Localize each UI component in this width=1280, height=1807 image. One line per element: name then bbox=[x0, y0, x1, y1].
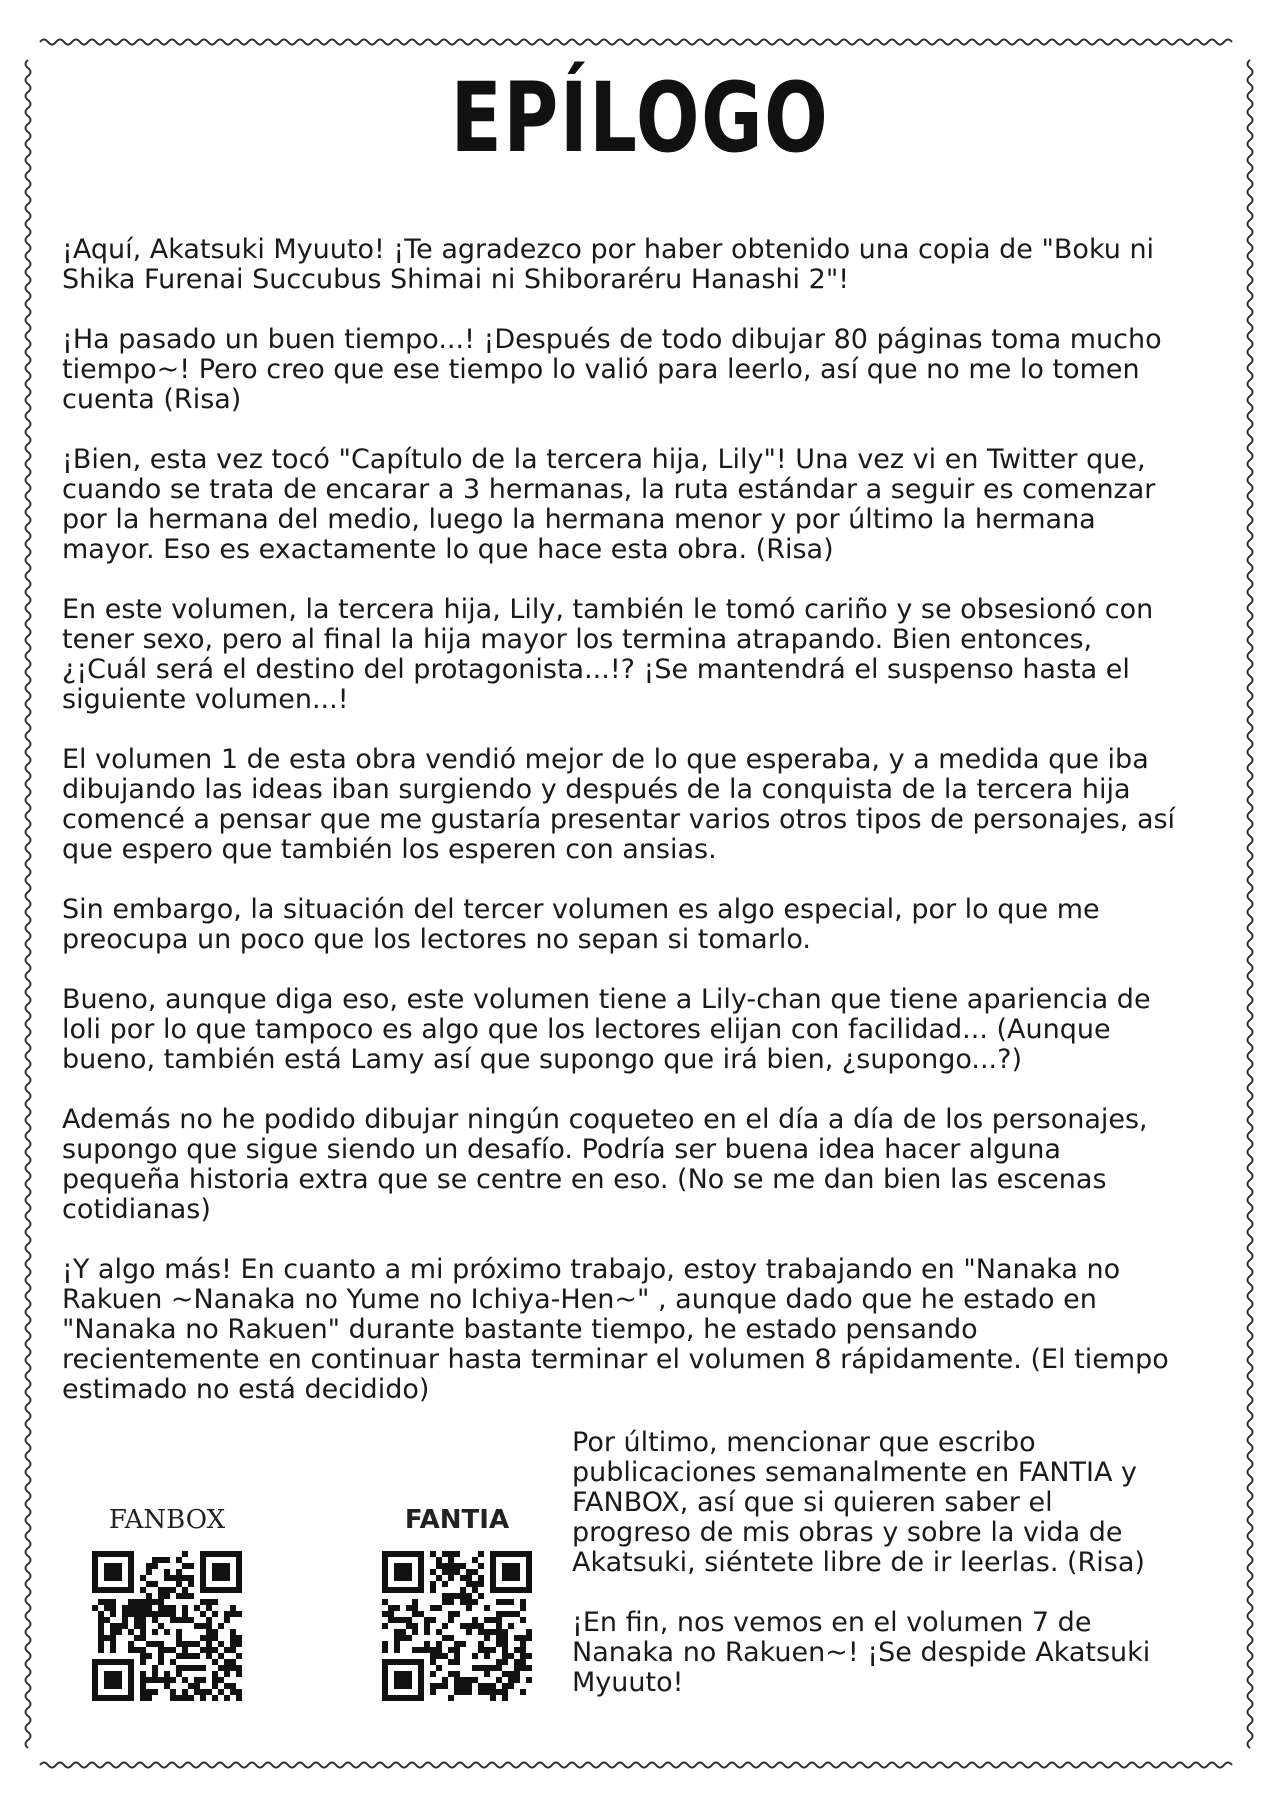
paragraph: ¡Bien, esta vez tocó "Capítulo de la tercera hija, Lily"! Una vez vi en Twitter que, cuando se trata de encarar a 3 hermanas, la ruta estándar a seguir es comenzar por la hermana del medio, luego la hermana menor y por último la hermana mayor. Eso es exactamente lo que hace esta obra. (Risa) bbox=[62, 444, 1156, 565]
paragraph: Sin embargo, la situación del tercer volumen es algo especial, por lo que me preocupa un poco que los lectores no sepan si tomarlo. bbox=[62, 894, 1100, 955]
closing-notes bbox=[572, 1428, 1172, 1728]
fanbox-label: FANBOX bbox=[108, 1505, 226, 1535]
paragraph: ¡Aquí, Akatsuki Myuuto! ¡Te agradezco por haber obtenido una copia de "Boku ni Shika Furenai Succubus Shimai ni Shiboraréru Hanashi 2"! bbox=[62, 234, 1155, 295]
closing-paragraph: ¡En fin, nos vemos en el volumen 7 de Nanaka no Rakuen~! ¡Se despide Akatsuki Myuuto! bbox=[572, 1607, 1151, 1698]
page-title: EPÍLOGO bbox=[450, 62, 830, 174]
epilogue-body bbox=[62, 235, 1182, 1405]
paragraph: El volumen 1 de esta obra vendió mejor de lo que esperaba, y a medida que iba dibujando las ideas iban surgiendo y después de la conquista de la tercera hija comencé a pensar que me gustaría presentar varios otros tipos de personajes, así que espero que también los esperen con ansias. bbox=[62, 744, 1176, 865]
fantia-label: FANTIA bbox=[404, 1505, 510, 1535]
fantia-qr-block bbox=[382, 1505, 532, 1701]
paragraph: En este volumen, la tercera hija, Lily, también le tomó cariño y se obsesionó con tener sexo, pero al final la hija mayor los termina atrapando. Bien entonces, ¿¡Cuál será el destino del protagonista...!? ¡Se mantendrá el suspenso hasta el siguiente volumen...! bbox=[62, 594, 1154, 715]
paragraph: Además no he podido dibujar ningún coqueteo en el día a día de los personajes, supongo que sigue siendo un desafío. Podría ser buena idea hacer alguna pequeña historia extra que se centre en eso. (No se me dan bien las escenas cotidianas) bbox=[62, 1104, 1148, 1225]
fanbox-qr-block bbox=[92, 1505, 242, 1701]
closing-paragraph: Por último, mencionar que escribo publicaciones semanalmente en FANTIA y FANBOX, así que si quieren saber el progreso de mis obras y sobre la vida de Akatsuki, siéntete libre de ir leerlas. (Risa) bbox=[572, 1427, 1145, 1578]
paragraph: ¡Y algo más! En cuanto a mi próximo trabajo, estoy trabajando en "Nanaka no Rakuen ~Nanaka no Yume no Ichiya-Hen~" , aunque dado que he estado en "Nanaka no Rakuen" durante bastante tiempo, he estado pensando recientemente en continuar hasta terminar el volumen 8 rápidamente. (El tiempo estimado no está decidido) bbox=[62, 1254, 1169, 1405]
paragraph: Bueno, aunque diga eso, este volumen tiene a Lily-chan que tiene apariencia de loli por lo que tampoco es algo que los lectores elijan con facilidad... (Aunque bueno, también está Lamy así que supongo que irá bien, ¿supongo...?) bbox=[62, 984, 1151, 1075]
fanbox-qr-code[interactable] bbox=[92, 1551, 242, 1701]
paragraph: ¡Ha pasado un buen tiempo...! ¡Después de todo dibujar 80 páginas toma mucho tiempo~! Pero creo que ese tiempo lo valió para leerlo, así que no me lo tomen cuenta (Risa) bbox=[62, 324, 1162, 415]
fantia-qr-code[interactable] bbox=[382, 1551, 532, 1701]
